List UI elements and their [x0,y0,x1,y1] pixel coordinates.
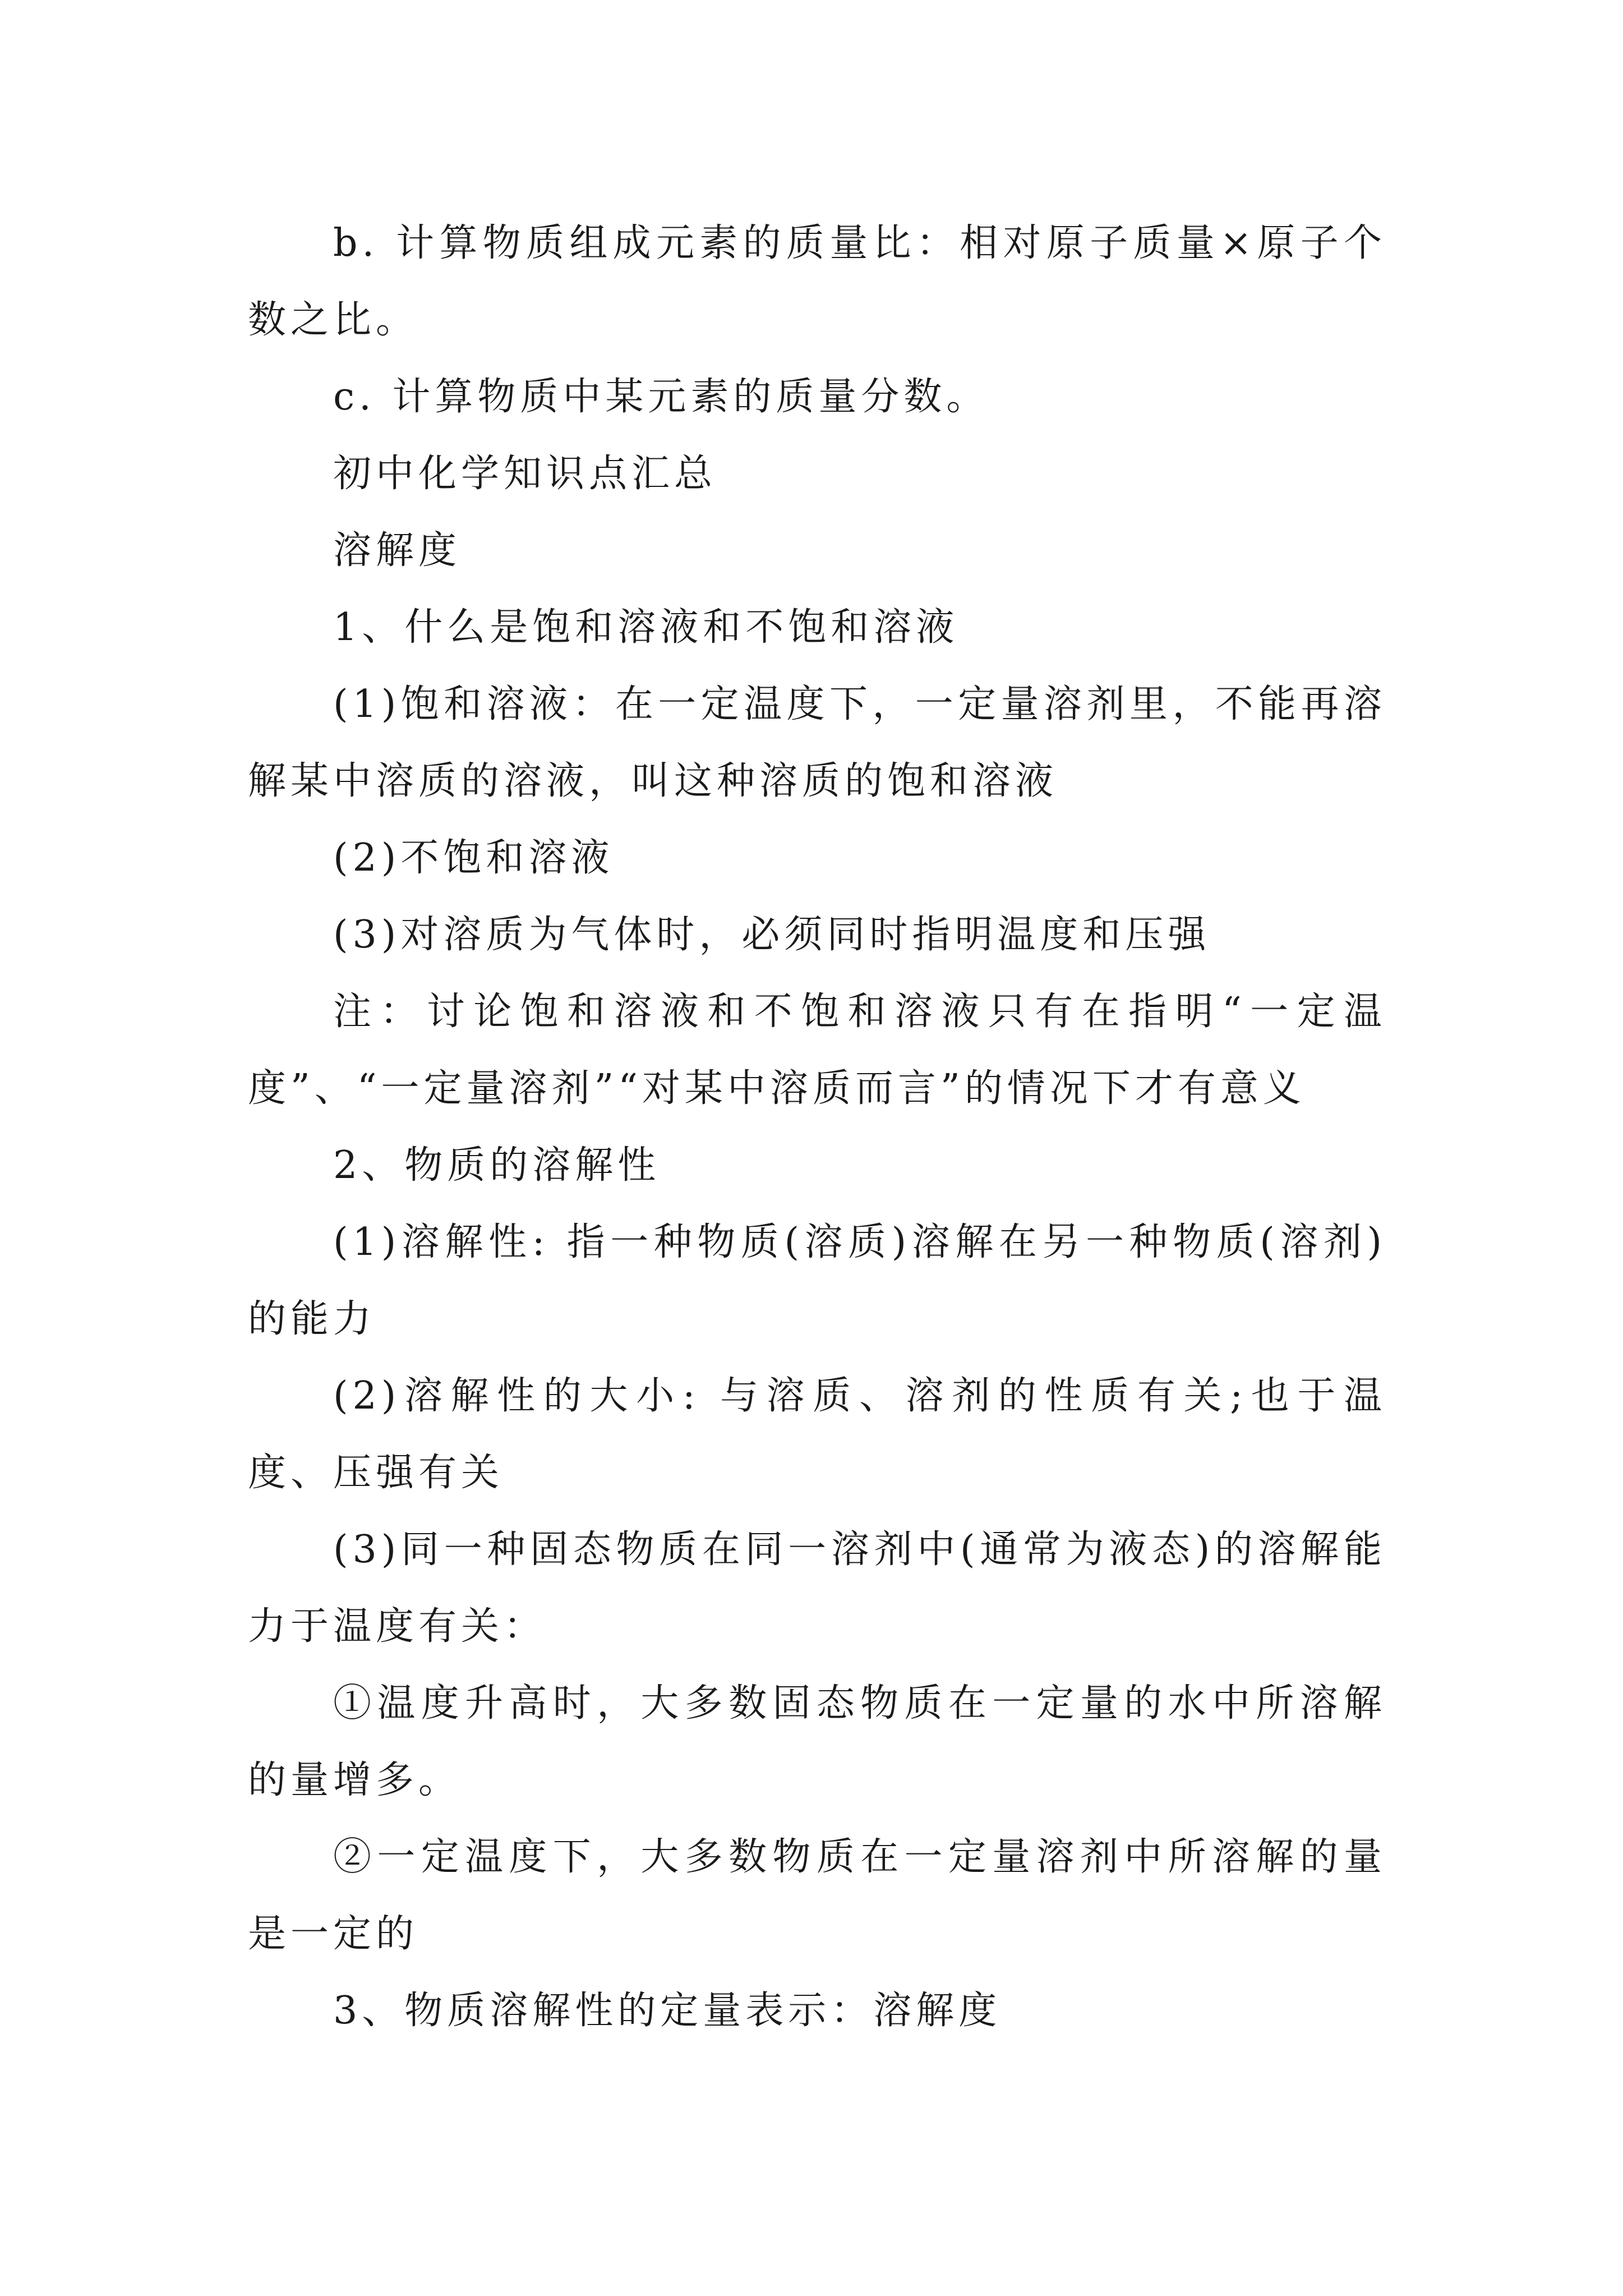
item-2-2-factors: (2)溶解性的大小: 与溶质、溶剂的性质有关;也于温度、压强有关 [248,1374,1386,1495]
section-title-chemistry-summary: 初中化学知识点汇总 [333,452,717,496]
item-2-solubility: 2、物质的溶解性 [333,1143,661,1188]
item-1-3-gas-solute: (3)对溶质为气体时，必须同时指明温度和压强 [333,913,1211,957]
paragraph-b-mass-ratio: b. 计算物质组成元素的质量比：相对原子质量×原子个数之比。 [248,221,1386,342]
item-2-1-definition: (1)溶解性: 指一种物质(溶质)溶解在另一种物质(溶剂)的能力 [248,1220,1386,1341]
item-1-saturated-solutions: 1、什么是饱和溶液和不饱和溶液 [333,605,959,650]
item-circled-2: ②一定温度下，大多数物质在一定量溶剂中所溶解的量是一定的 [248,1835,1386,1956]
paragraph-c-mass-fraction: c. 计算物质中某元素的质量分数。 [333,375,989,419]
item-1-1-saturated-solution: (1)饱和溶液：在一定温度下，一定量溶剂里，不能再溶解某中溶质的溶液，叫这种溶质的饱和溶液 [248,682,1386,803]
heading-solubility: 溶解度 [333,528,462,573]
item-1-2-unsaturated-solution: (2)不饱和溶液 [333,836,614,880]
item-circled-1: ①温度升高时，大多数固态物质在一定量的水中所溶解的量增多。 [248,1681,1386,1802]
item-2-3-temperature: (3)同一种固态物质在同一溶剂中(通常为液态)的溶解能力于温度有关： [248,1527,1386,1649]
item-3-quantitative: 3、物质溶解性的定量表示：溶解度 [333,1989,1002,2033]
document-page [248,205,1386,2049]
note-paragraph: 注：讨论饱和溶液和不饱和溶液只有在指明“一定温度”、“一定量溶剂”“对某中溶质而言”的情况下才有意义 [248,990,1386,1111]
